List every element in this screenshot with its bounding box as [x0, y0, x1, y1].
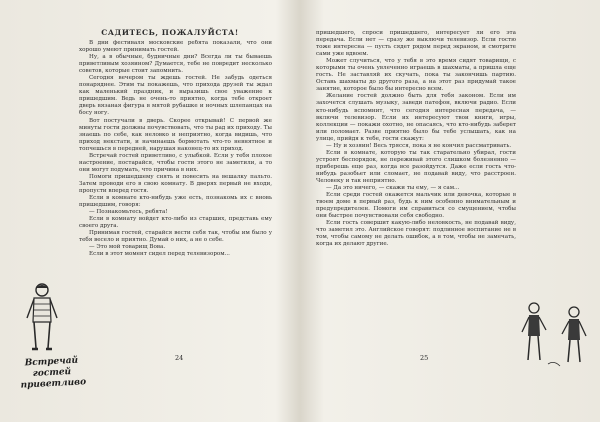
paragraph: — Ну и хозяин! Весь трясся, пока я не кончил рассматривать.: [326, 142, 512, 149]
chapter-heading: САДИТЕСЬ, ПОЖАЛУЙСТА!: [101, 28, 239, 37]
paragraph: Если среди гостей окажется мальчик или девочка, которые в твоем доме в первый раз, будь к ним особенно внимательным и предупредителен. Помоги им справиться со смущением, чтобы они быстрее почувствовали себя свободно.: [316, 192, 516, 220]
page-number: 24: [175, 354, 184, 362]
two-figures-illustration: [518, 300, 594, 372]
paragraph: Принимая гостей, старайся вести себя так, чтобы им было у тебя весело и приятно. Думай о них, а не о себе.: [79, 230, 272, 244]
paragraph: Если в комнате, которую ты так старательно убирал, гости устроят беспорядок, не переживай этого слишком болезненно — приберешь еще раз, когда все разойдутся. Даже если гость что-нибудь разобьет или сломает, не подавай виду, что расстроен. Человеку и так неприятно.: [316, 149, 516, 184]
paragraph: Помоги пришедшему снять и повесить на вешалку пальто. Затем проводи его в свою комнату. В дверях первый не входи, пропусти вперед гостя.: [79, 173, 272, 194]
paragraph: Желание гостей должно быть для тебя законом. Если им захочется слушать музыку, заведи патефон, включи радио. Если кто-нибудь вспомнит, что сегодня интересная передача, — включи телевизор. Если их интересуют твои книги, игры, коллекции — покажи охотно, не опасаясь, что кто-нибудь заберет или поломает. Разве приятно было бы тебе услышать, как на улице, прийдя к тебе, гости скажут:: [316, 93, 516, 142]
caption-line: гостей: [32, 367, 72, 379]
paragraph: Ну, а в обычные, будничные дни? Всегда ли ты бываешь приветливым хозяином? Думается, тебе не повредит несколько советов, которые стоит запомнить.: [79, 54, 272, 75]
left-page-text: [79, 40, 272, 382]
paragraph: Если в этот момент сидел перед телевизором...: [89, 251, 230, 258]
right-page: [300, 0, 600, 422]
paragraph: В дни фестиваля московские ребята показали, что они хорошо умеют принимать гостей.: [79, 40, 272, 54]
caption-line: приветливо: [20, 377, 87, 391]
paragraph: Если в комнате кто-нибудь уже есть, познакомь их с вновь пришедшим, говоря:: [79, 195, 272, 209]
caption-line: Встречай: [24, 355, 79, 369]
paragraph: Встречай гостей приветливо, с улыбкой. Если у тебя плохое настроение, постарайся, чтобы гости этого не заметили, а то они могут подумать, что причина в них.: [79, 152, 272, 173]
paragraph: — Познакомьтесь, ребята!: [89, 209, 168, 216]
illustration-caption: [19, 355, 85, 391]
paragraph: Сегодня вечером ты ждешь гостей. Не забудь одеться понаряднее. Этим ты покажешь, что прихода друзей ты ждал как маленький праздник, и выразишь свое уважение к пришедшим. Ведь не очень-то приятно, когда тебе откроет дверь вязаная фигура в мятой рубашке и ночных шлепанцах на босу ногу.: [79, 75, 272, 117]
boy-figure-illustration: [22, 282, 62, 358]
paragraph: Вот постучали в дверь. Скорее открывай! С первой же минуты гости должны почувствовать, что ты рад их приходу. Ты знаешь по себе, как неловко и неприятно, когда видишь, что приход некстати, и начинаешь бормотать что-то невнятное и топчешься в передней, нарушая наконец-то их приход.: [79, 117, 272, 152]
paragraph: — Это мой товарищ Вова.: [89, 244, 166, 251]
page-number: 25: [420, 354, 429, 362]
right-page-text: [316, 30, 516, 381]
paragraph: пришедшего, спроси пришедшего, интересует ли его эта передача. Если нет — сразу же выключи телевизор. Если гостю тоже интересна — пусть сядет рядом перед экраном, и смотрите сами уже вдвоем.: [316, 30, 516, 58]
paragraph: Если гость совершит какую-либо неловкость, не подавай виду, что заметил это. Английское говорят: подлинное воспитание не в том, чтобы самому не делать ошибок, а в том, чтобы не замечать, когда их делают другие.: [316, 220, 516, 248]
paragraph: Может случиться, что у тебя в это время сидят товарищи, с которыми ты очень увлеченно играешь в шахматы, а пришла еще гость. Не заставляй их скучать, пока ты закончишь партию. Оставь шахматы до другого раза, а на этот раз придумай такое занятие, которое было бы интересно всем.: [316, 58, 516, 93]
paragraph: Если в комнату войдет кто-либо из старших, представь ему своего друга.: [79, 216, 272, 230]
paragraph: — Да это ничего, — скажи ты ему, — я сам...: [326, 185, 460, 192]
